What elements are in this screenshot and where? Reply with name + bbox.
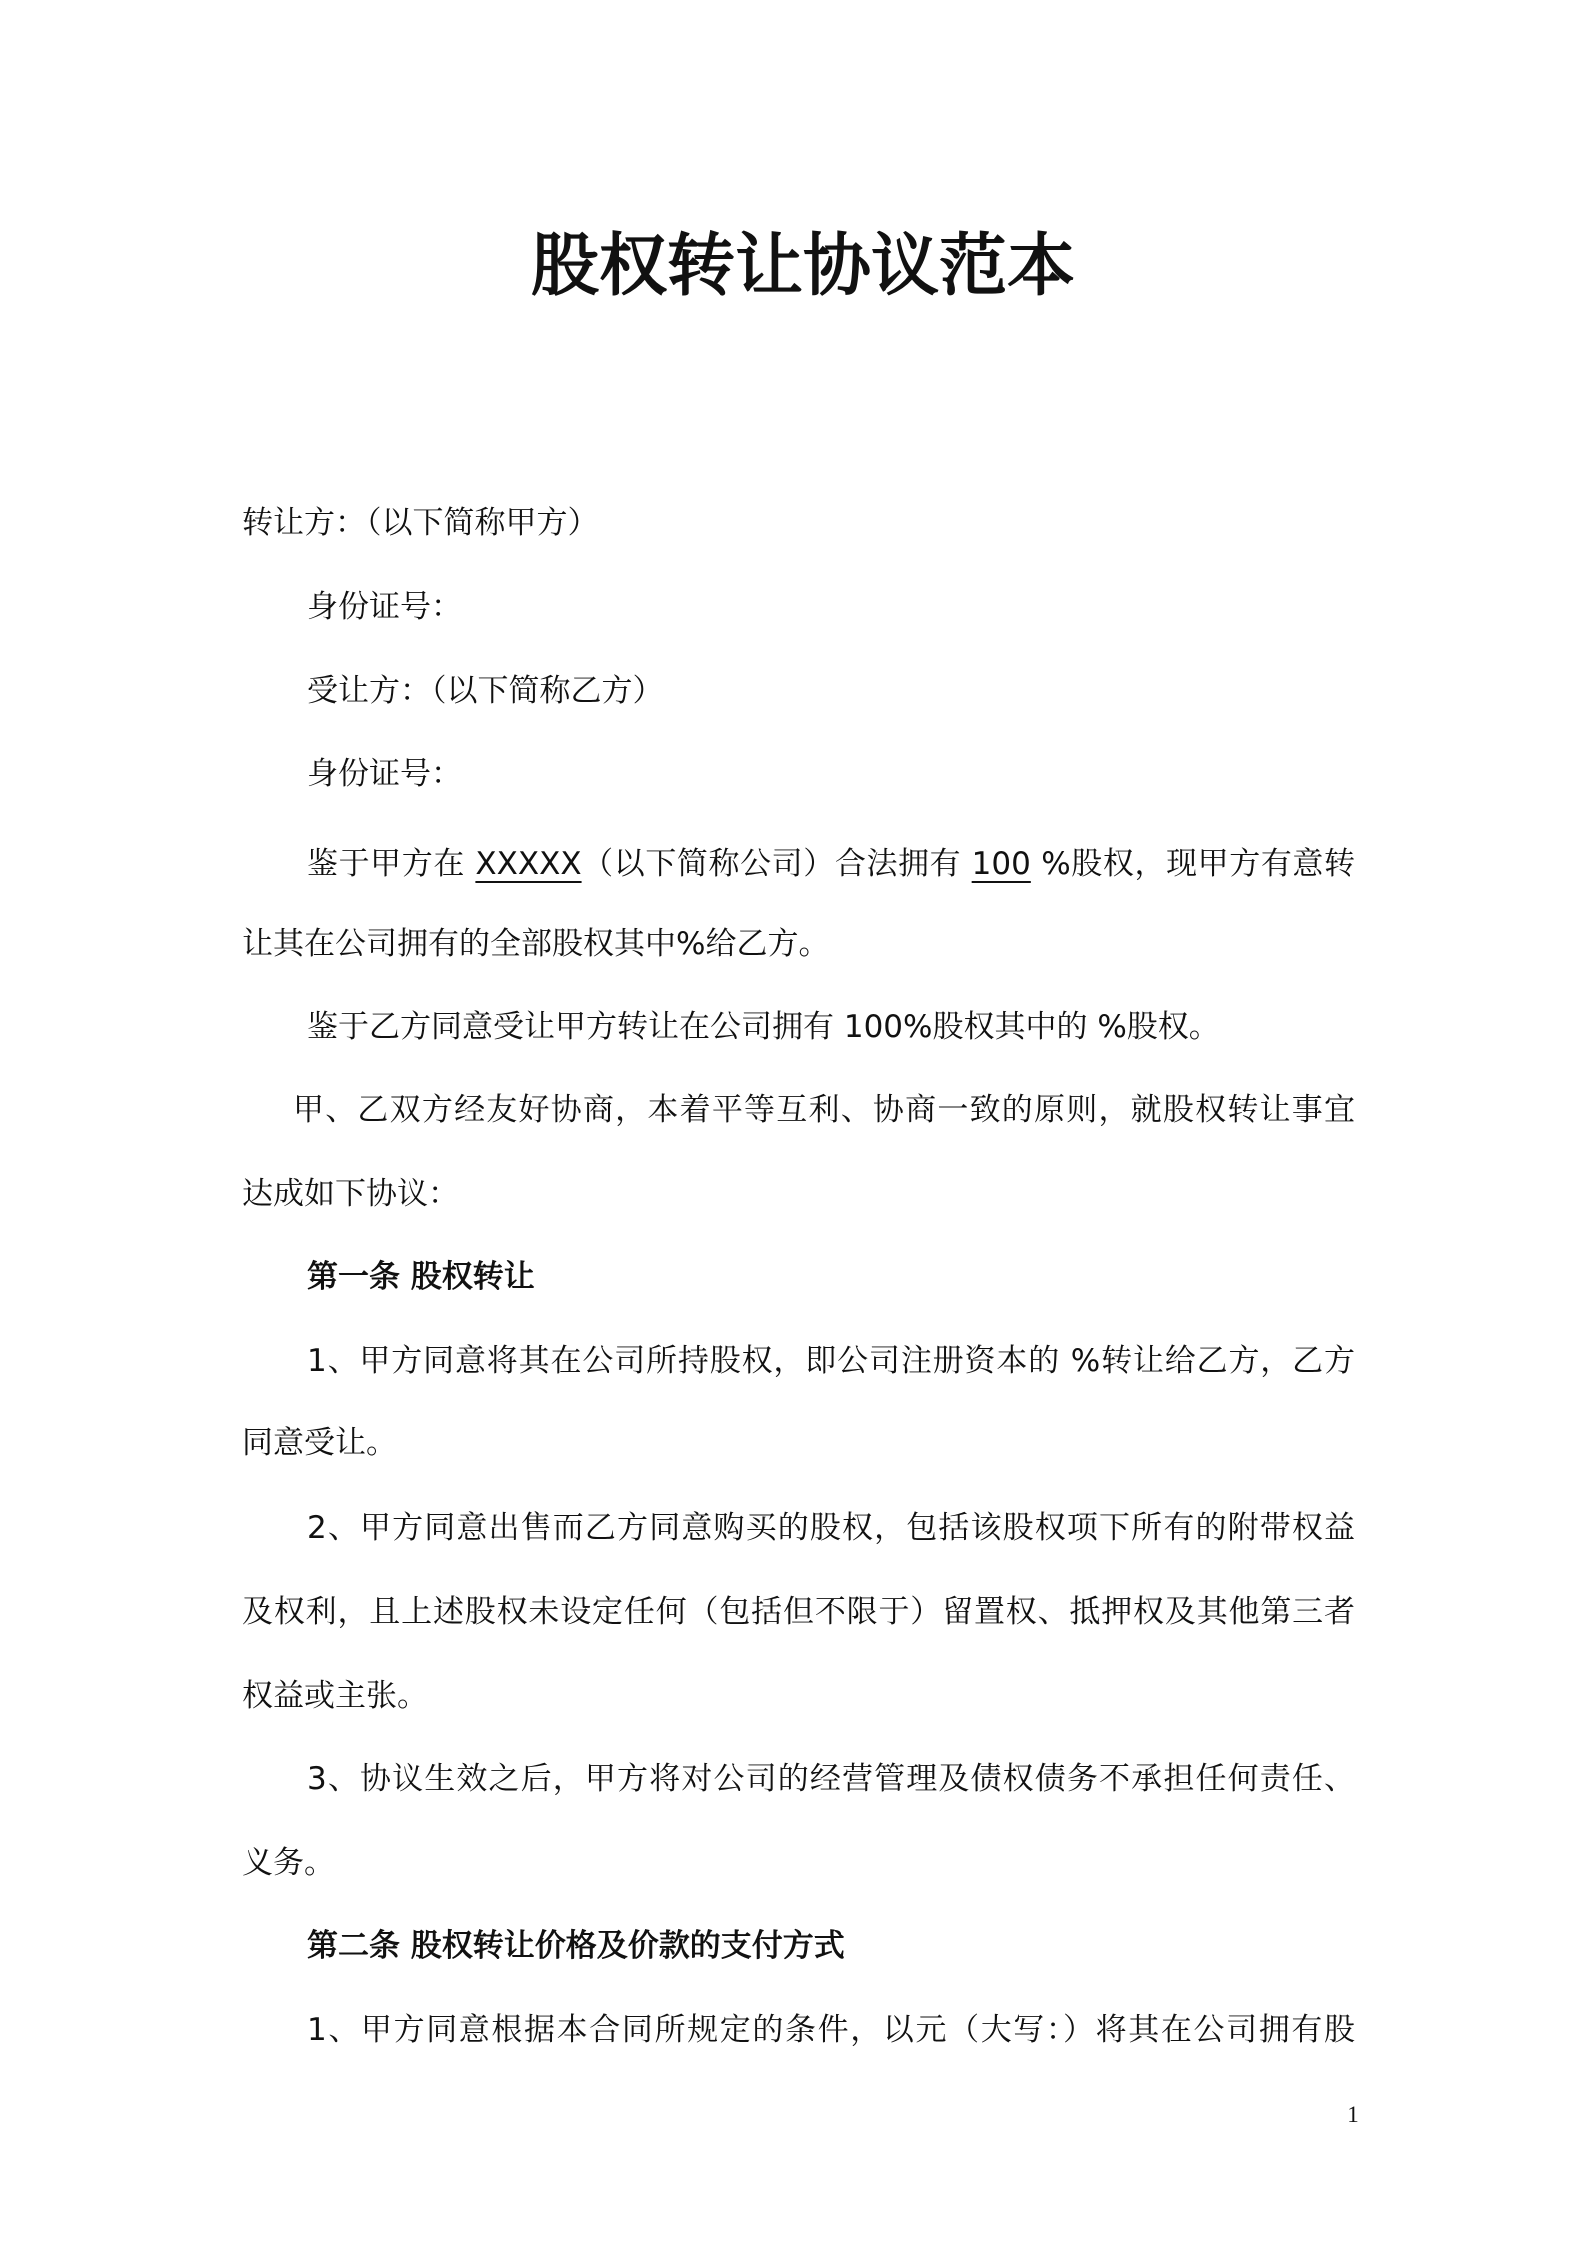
article-2-clause-1-line-1: 1、甲方同意根据本合同所规定的条件，以元（大写：）将其在公司拥有股 (307, 2012, 1355, 2048)
transferee-line: 受让方：（以下简称乙方） (307, 673, 664, 709)
company-name-blank: XXXXX (475, 846, 582, 882)
transferee-id-line: 身份证号： (307, 756, 462, 792)
recital-1-text-c: %股权，现甲方有意转 (1030, 846, 1356, 882)
article-1-clause-2-line-3: 权益或主张。 (242, 1678, 428, 1714)
article-1-clause-3-line-2: 义务。 (242, 1845, 335, 1881)
document-title: 股权转让协议范本 (530, 227, 1075, 306)
article-1-clause-2-line-2: 及权利，且上述股权未设定任何（包括但不限于）留置权、抵押权及其他第三者 (242, 1594, 1355, 1630)
article-2-heading: 第二条 股权转让价格及价款的支付方式 (307, 1928, 845, 1964)
article-1-clause-2-line-1: 2、甲方同意出售而乙方同意购买的股权，包括该股权项下所有的附带权益 (307, 1510, 1355, 1546)
recital-3-line-1: 甲、乙双方经友好协商，本着平等互利、协商一致的原则，就股权转让事宜 (293, 1092, 1355, 1128)
transferor-id-line: 身份证号： (307, 589, 462, 625)
article-1-clause-1-line-2: 同意受让。 (242, 1425, 397, 1461)
recital-2-line: 鉴于乙方同意受让甲方转让在公司拥有 100%股权其中的 %股权。 (307, 1009, 1220, 1045)
transferor-line: 转让方：（以下简称甲方） (242, 505, 599, 541)
recital-3-line-2: 达成如下协议： (242, 1176, 459, 1212)
article-1-heading: 第一条 股权转让 (307, 1259, 535, 1295)
equity-percent-blank: 100 (971, 846, 1031, 882)
page-number: 1 (1347, 2102, 1359, 2127)
recital-1-text-a: 鉴于甲方在 (307, 846, 476, 882)
recital-1-line-1 (307, 842, 1355, 886)
article-1-clause-3-line-1: 3、协议生效之后，甲方将对公司的经营管理及债权债务不承担任何责任、 (307, 1761, 1355, 1797)
article-1-clause-1-line-1: 1、甲方同意将其在公司所持股权，即公司注册资本的 %转让给乙方，乙方 (307, 1343, 1355, 1379)
recital-1-text-b: （以下简称公司）合法拥有 (581, 846, 972, 882)
recital-1-line-2: 让其在公司拥有的全部股权其中%给乙方。 (242, 926, 830, 962)
